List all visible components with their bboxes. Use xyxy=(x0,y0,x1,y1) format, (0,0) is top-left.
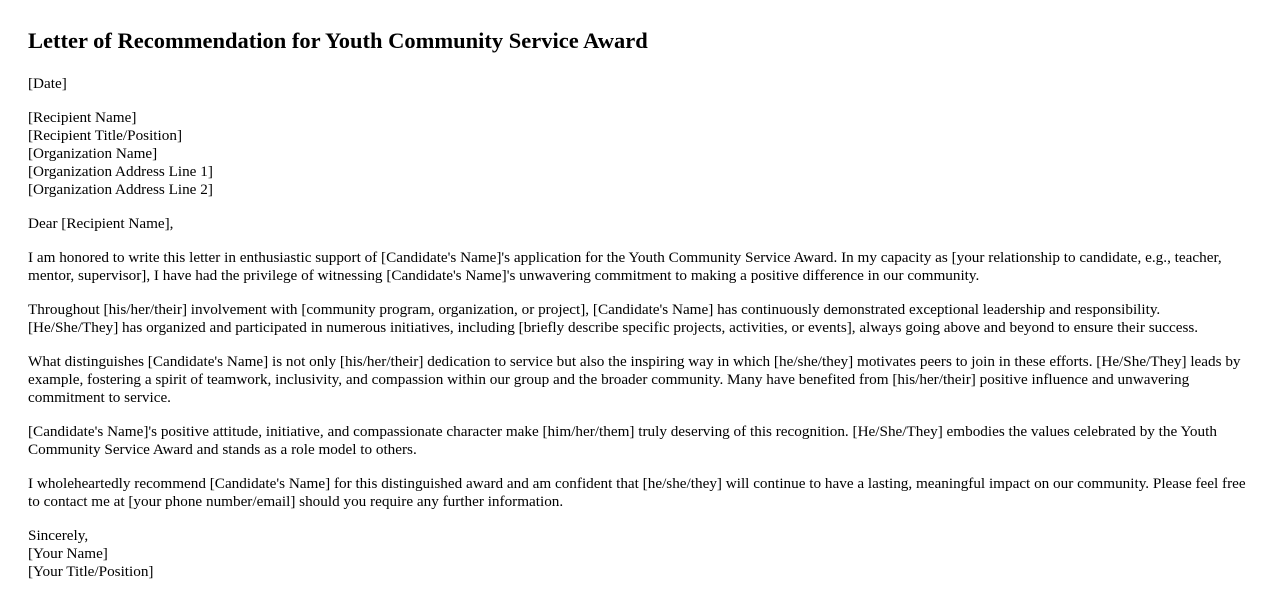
body-paragraph-1: I am honored to write this letter in enthusiastic support of [Candidate's Name]'s application for the Youth Community Service Award. In my capacity as [your relationship to candidate, e.g., teacher, mentor, supervisor], I have had the privilege of witnessing [Candidate's Name]'s unwavering commitment to making a positive difference in our community. xyxy=(28,249,1222,284)
body-paragraph-5: I wholeheartedly recommend [Candidate's Name] for this distinguished award and am confident that [he/she/they] will continue to have a lasting, meaningful impact on our community. Please feel free to contact me at [your phone number/email] should you require any further information. xyxy=(28,475,1246,510)
valediction: Sincerely, xyxy=(28,527,89,544)
letter-date: [Date] xyxy=(28,75,67,92)
body-paragraph-4: [Candidate's Name]'s positive attitude, initiative, and compassionate character make [him/her/them] truly deserving of this recognition. [He/She/They] embodies the values celebrated by the Youth Community Service Award and stands as a role model to others. xyxy=(28,423,1217,458)
letter-title: Letter of Recommendation for Youth Community Service Award xyxy=(28,28,648,53)
organization-name: [Organization Name] xyxy=(28,145,158,162)
body-paragraph-2: Throughout [his/her/their] involvement with [community program, organization, or project], [Candidate's Name] has continuously demonstrated exceptional leadership and responsibility. [He/She/They] has organized and participated in numerous initiatives, including [briefly describe specific projects, activities, or events], always going above and beyond to ensure their success. xyxy=(28,301,1199,336)
organization-address-line-2: [Organization Address Line 2] xyxy=(28,181,213,198)
salutation: Dear [Recipient Name], xyxy=(28,215,174,232)
signature-block xyxy=(28,527,1250,581)
recipient-title: [Recipient Title/Position] xyxy=(28,127,182,144)
signer-name: [Your Name] xyxy=(28,545,108,562)
organization-address-line-1: [Organization Address Line 1] xyxy=(28,163,213,180)
body-paragraph-3: What distinguishes [Candidate's Name] is not only [his/her/their] dedication to service but also the inspiring way in which [he/she/they] motivates peers to join in these efforts. [He/She/They] leads by example, fostering a spirit of teamwork, inclusivity, and compassion within our group and the broader community. Many have benefited from [his/her/their] positive influence and unwavering commitment to service. xyxy=(28,353,1241,406)
recipient-address-block xyxy=(28,109,1250,199)
recipient-name: [Recipient Name] xyxy=(28,109,137,126)
signer-title: [Your Title/Position] xyxy=(28,563,154,580)
